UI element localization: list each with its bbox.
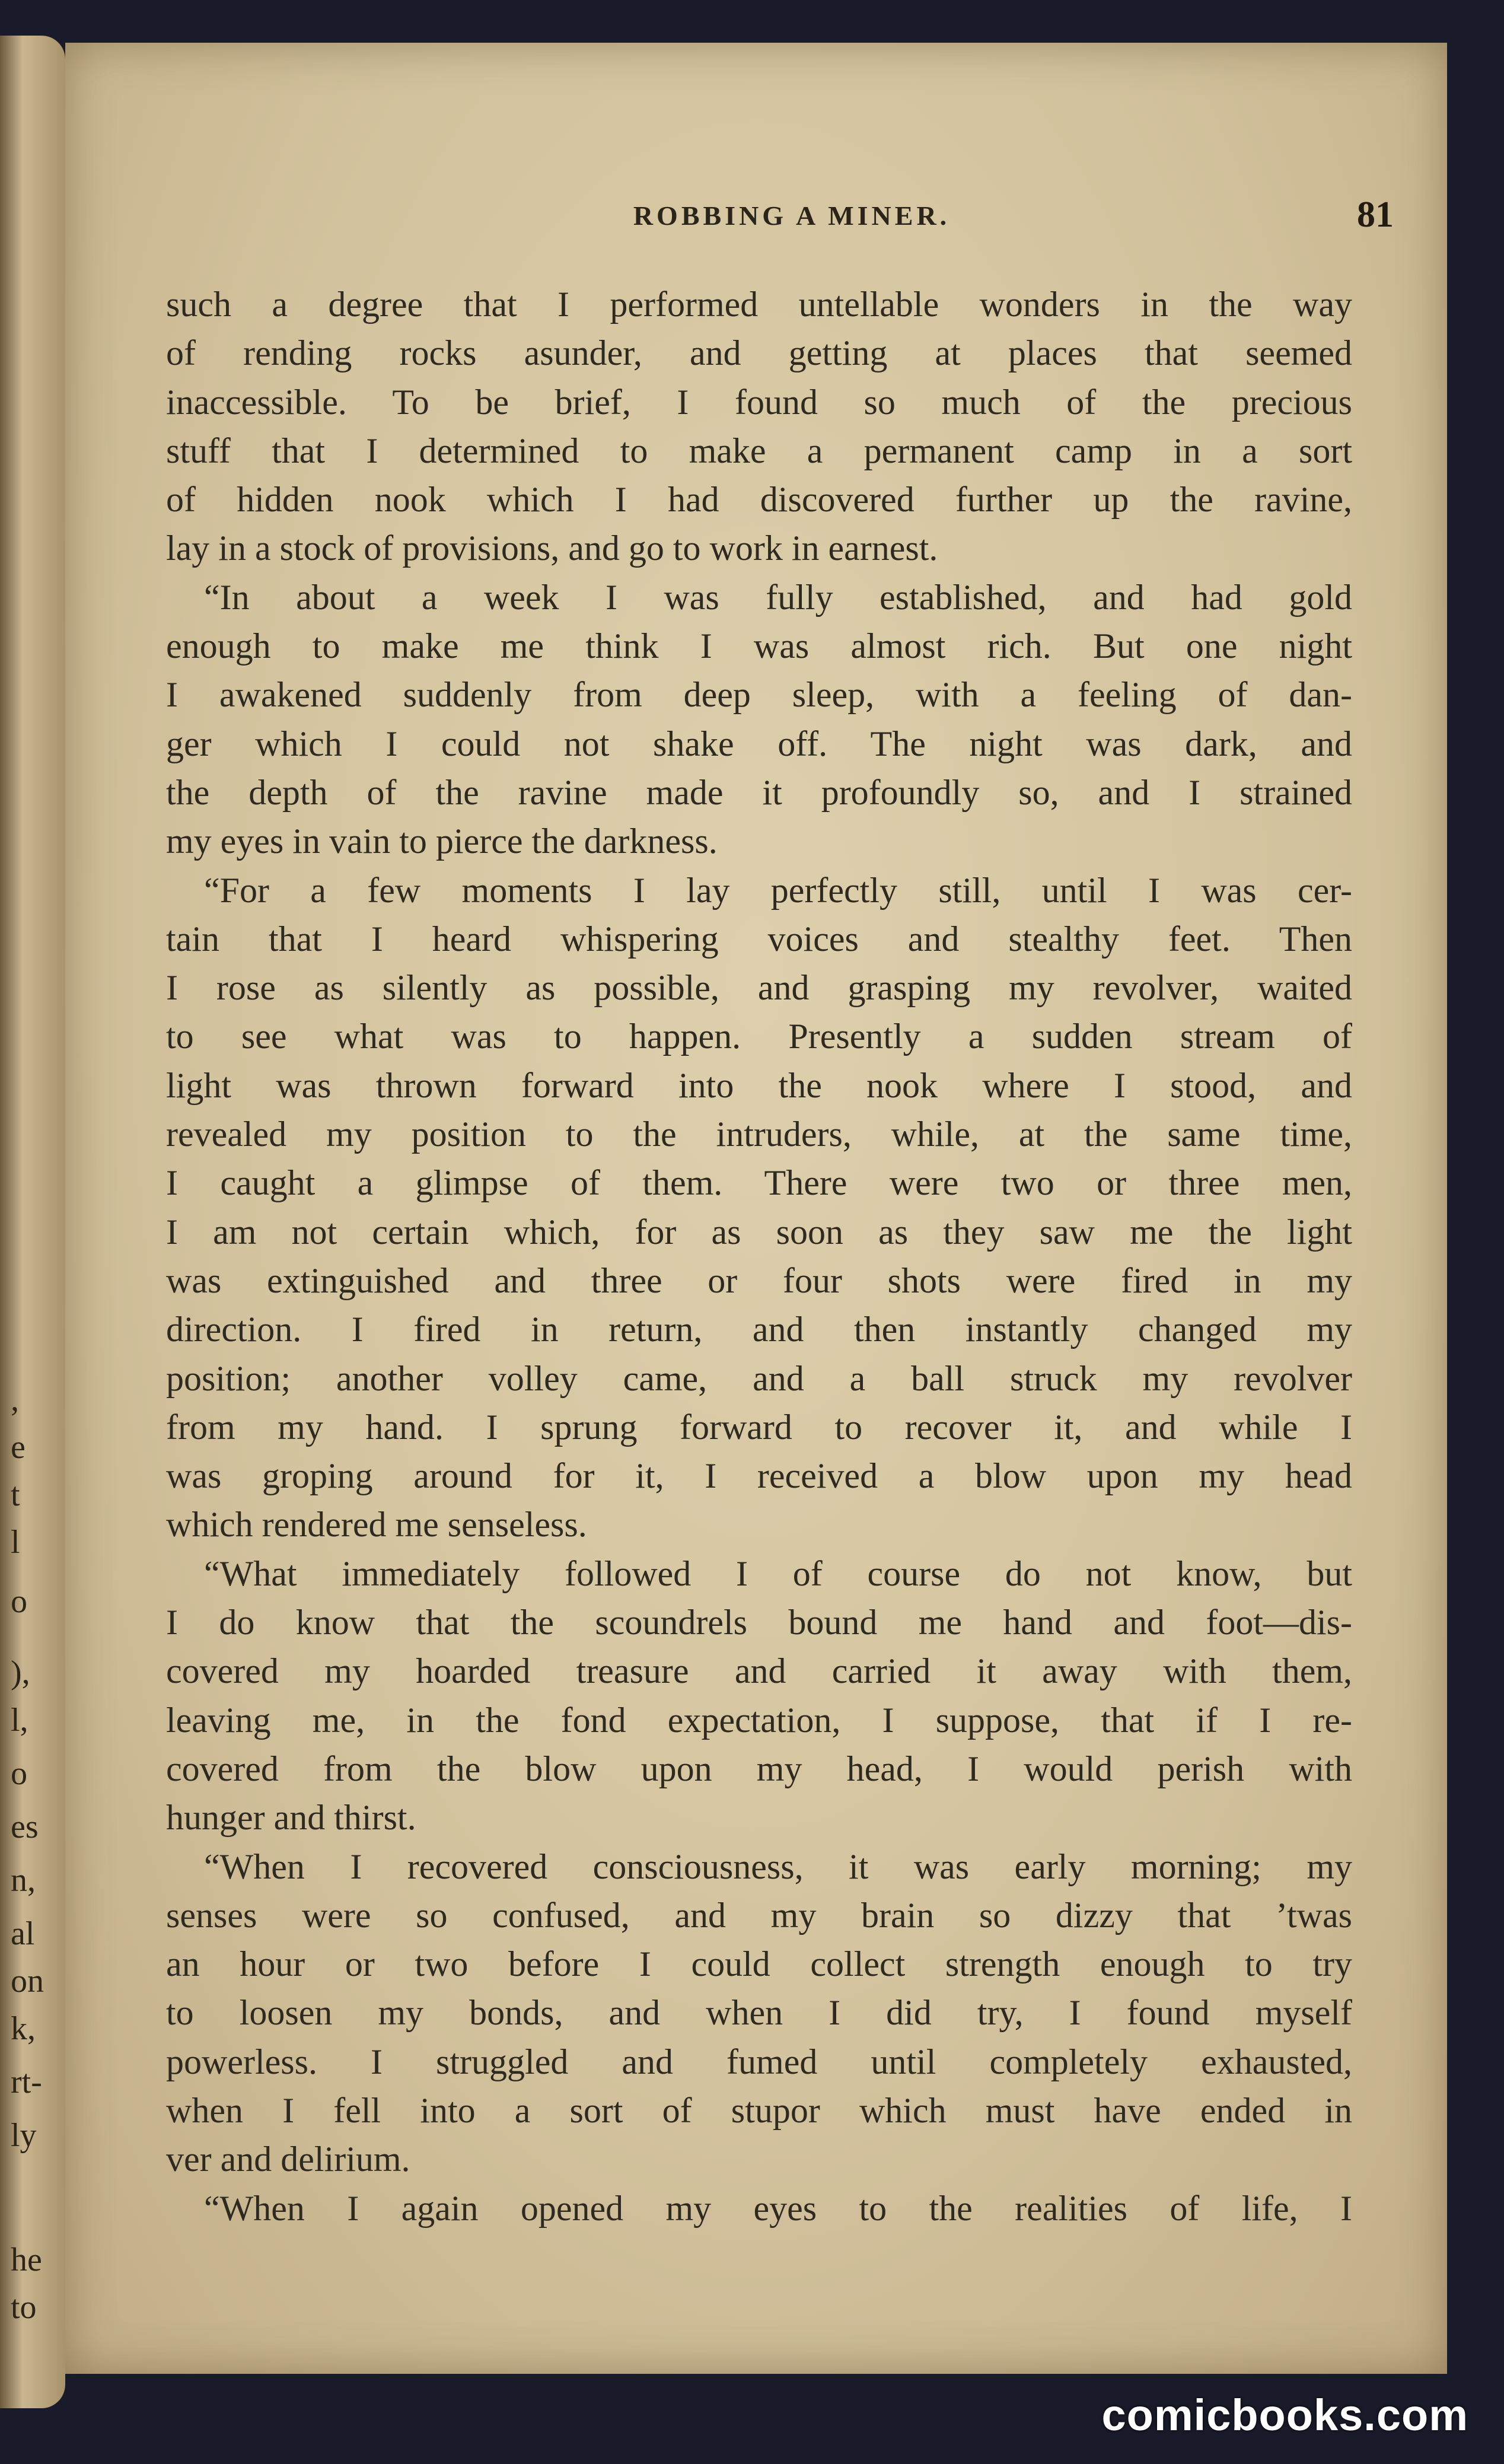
text-line: ger which I could not shake off. The night was dark, and (166, 724, 1352, 763)
text-line: position; another volley came, and a ball struck my revolver (166, 1358, 1352, 1398)
facing-page-fragment: o (11, 1583, 27, 1620)
text-line: was groping around for it, I received a blow upon my head (166, 1456, 1352, 1496)
text-line: light was thrown forward into the nook where I stood, and (166, 1065, 1352, 1105)
text-line: hunger and thirst. (166, 1798, 416, 1838)
text-line: of hidden nook which I had discovered further up the ravine, (166, 480, 1352, 520)
watermark: comicbooks.com (1101, 2390, 1468, 2440)
facing-page-fragment: on (11, 1963, 44, 2000)
facing-page-fragment: o (11, 1755, 27, 1792)
text-line: ver and delirium. (166, 2140, 410, 2179)
facing-page-edge (0, 36, 65, 2408)
text-line: from my hand. I sprung forward to recover it, and while I (166, 1407, 1352, 1447)
facing-page-fragment: k, (11, 2010, 36, 2047)
text-line: “When I again opened my eyes to the realities of life, I (204, 2188, 1352, 2228)
text-line: I awakened suddenly from deep sleep, with a feeling of dan- (166, 675, 1352, 715)
facing-page-fragment: he (11, 2242, 42, 2278)
facing-page-fragment: ly (11, 2117, 37, 2154)
facing-page-fragment: e (11, 1429, 26, 1466)
facing-page-fragment: l (11, 1524, 20, 1561)
text-line: powerless. I struggled and fumed until completely exhausted, (166, 2042, 1352, 2081)
text-line: direction. I fired in return, and then instantly changed my (166, 1310, 1352, 1349)
text-line: “In about a week I was fully established, and had gold (204, 577, 1352, 617)
text-line: which rendered me senseless. (166, 1505, 587, 1545)
body-text (166, 280, 1352, 2233)
text-line: to loosen my bonds, and when I did try, I found myself (166, 1993, 1352, 2033)
text-line: of rending rocks asunder, and getting at places that seemed (166, 333, 1352, 373)
text-line: “When I recovered consciousness, it was early morning; my (204, 1847, 1352, 1886)
text-line: tain that I heard whispering voices and stealthy feet. Then (166, 919, 1352, 959)
text-line: such a degree that I performed untellable wonders in the way (166, 285, 1352, 324)
page-number: 81 (1357, 195, 1394, 235)
text-line: the depth of the ravine made it profoundly so, and I strained (166, 772, 1352, 812)
text-line: was extinguished and three or four shots were fired in my (166, 1260, 1352, 1300)
facing-page-fragment: ), (11, 1654, 30, 1691)
text-line: senses were so confused, and my brain so dizzy that ’twas (166, 1895, 1352, 1935)
facing-page-fragment: al (11, 1915, 35, 1952)
text-line: I caught a glimpse of them. There were two or three men, (166, 1163, 1352, 1203)
text-line: stuff that I determined to make a permanent camp in a sort (166, 431, 1352, 470)
facing-page-fragment: , (11, 1381, 19, 1418)
text-line: my eyes in vain to pierce the darkness. (166, 822, 718, 861)
text-line: inaccessible. To be brief, I found so much of the precious (166, 382, 1352, 422)
text-line: when I fell into a sort of stupor which must have ended in (166, 2090, 1352, 2130)
text-line: leaving me, in the fond expectation, I suppose, that if I re- (166, 1700, 1352, 1740)
running-title: ROBBING A MINER. (633, 200, 951, 231)
text-line: lay in a stock of provisions, and go to work in earnest. (166, 529, 938, 568)
facing-page-fragment: t (11, 1476, 20, 1513)
text-line: an hour or two before I could collect strength enough to try (166, 1944, 1352, 1984)
text-line: covered from the blow upon my head, I would perish with (166, 1749, 1352, 1788)
text-line: I am not certain which, for as soon as they saw me the light (166, 1212, 1352, 1252)
book-page (65, 43, 1447, 2374)
text-line: enough to make me think I was almost rich. But one night (166, 626, 1352, 666)
facing-page-fragment: l, (11, 1702, 28, 1739)
text-line: I do know that the scoundrels bound me hand and foot—dis- (166, 1603, 1352, 1642)
text-line: I rose as silently as possible, and grasping my revolver, waited (166, 968, 1352, 1008)
text-line: covered my hoarded treasure and carried it away with them, (166, 1651, 1352, 1691)
running-head (190, 195, 1394, 271)
text-line: “What immediately followed I of course do not know, but (204, 1553, 1352, 1593)
facing-page-fragment: to (11, 2289, 37, 2326)
facing-page-fragment: rt- (11, 2064, 42, 2100)
text-line: revealed my position to the intruders, while, at the same time, (166, 1115, 1352, 1154)
text-line: to see what was to happen. Presently a sudden stream of (166, 1017, 1352, 1056)
text-line: “For a few moments I lay perfectly still, until I was cer- (204, 870, 1352, 910)
facing-page-fragment: n, (11, 1862, 36, 1899)
facing-page-fragment: es (11, 1809, 39, 1845)
